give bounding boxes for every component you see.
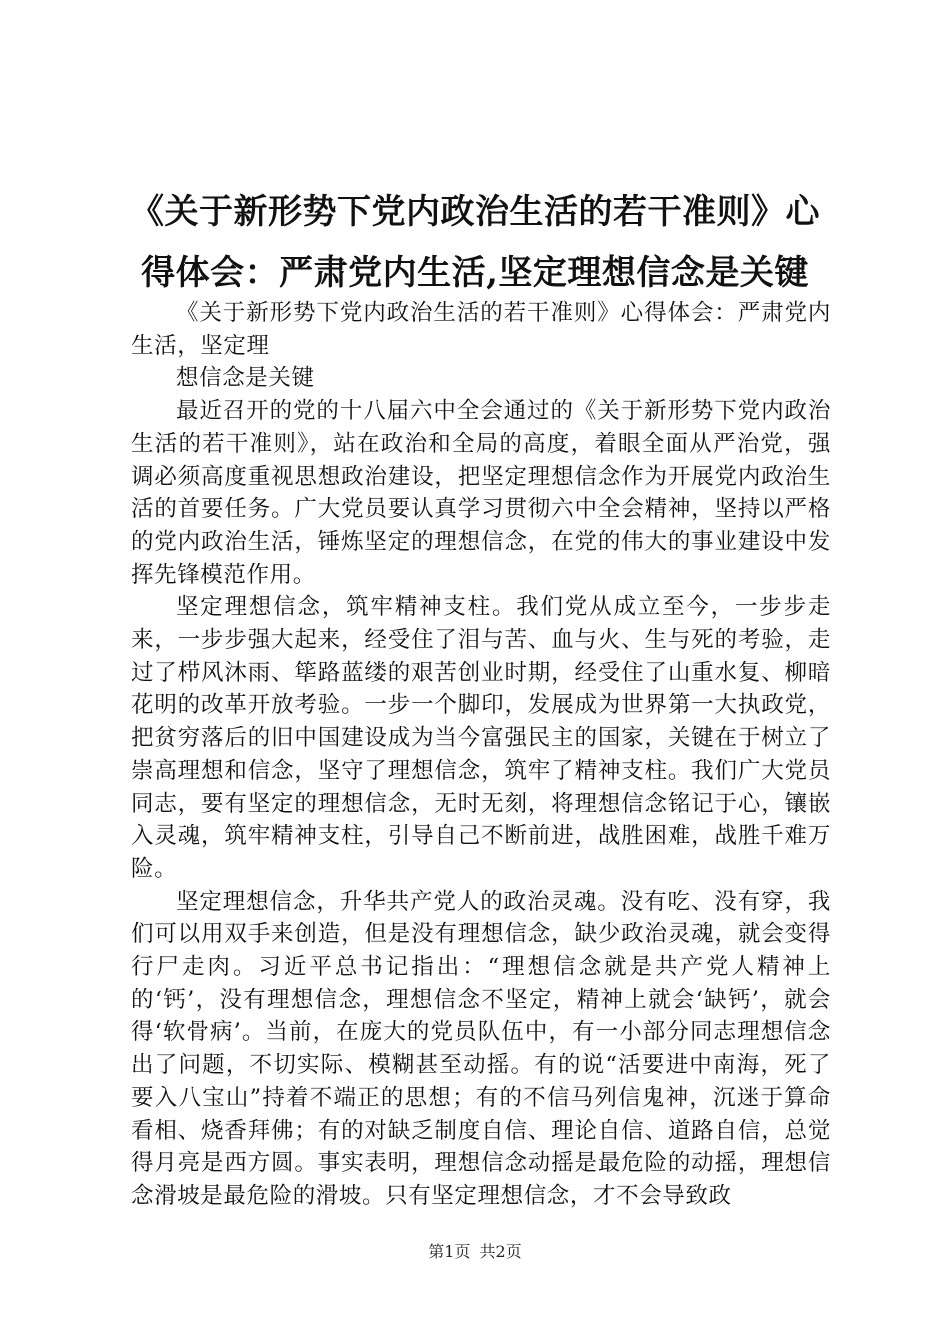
paragraph-spirit-pillar: 坚定理想信念，筑牢精神支柱。我们党从成立至今，一步步走来，一步步强大起来，经受住了泪与苦、血与火、生与死的考验，走过了栉风沐雨、筚路蓝缕的艰苦创业时期，经受住了山重水复、柳暗花明的改革开放考验。一步一个脚印，发展成为世界第一大执政党，把贫穷落后的旧中国建设成为当今富强民主的国家，关键在于树立了崇高理想和信念，坚守了理想信念，筑牢了精神支柱。我们广大党员同志，要有坚定的理想信念，无时无刻，将理想信念铭记于心，镶嵌入灵魂，筑牢精神支柱，引导自己不断前进，战胜困难，战胜千难万险。 <box>131 594 831 882</box>
paragraph-political-soul: 坚定理想信念，升华共产党人的政治灵魂。没有吃、没有穿，我们可以用双手来创造，但是没有理想信念，缺少政治灵魂，就会变得行尸走肉。习近平总书记指出：“理想信念就是共产党人精神上的‘钙’，没有理想信念，理想信念不坚定，精神上就会‘缺钙’，就会得‘软骨病’。当前，在庞大的党员队伍中，有一小部分同志理想信念出了问题，不切实际、模糊甚至动摇。有的说“活要进中南海，死了要入八宝山”持着不端正的思想；有的不信马列信鬼神，沉迷于算命看相、烧香拜佛；有的对缺乏制度自信、理论自信、道路自信，总觉得月亮是西方圆。事实表明，理想信念动摇是最危险的动摇，理想信念滑坡是最危险的滑坡。只有坚定理想信念，才不会导致政 <box>131 888 831 1209</box>
subtitle-line-2: 想信念是关键 <box>176 365 315 392</box>
page-number: 第1页 <box>428 1242 471 1261</box>
page-total: 共2页 <box>479 1242 522 1261</box>
document-title: 《关于新形势下党内政治生活的若干准则》心得体会：严肃党内生活,坚定理想信念是关键 <box>130 192 820 293</box>
page-footer <box>0 1242 950 1262</box>
subtitle-line-1: 《关于新形势下党内政治生活的若干准则》心得体会：严肃党内生活，坚定理 <box>131 300 831 359</box>
paragraph-intro: 最近召开的党的十八届六中全会通过的《关于新形势下党内政治生活的若干准则》，站在政治和全局的高度，着眼全面从严治党，强调必须高度重视思想政治建设，把坚定理想信念作为开展党内政治生活的首要任务。广大党员要认真学习贯彻六中全会精神，坚持以严格的党内政治生活，锤炼坚定的理想信念，在党的伟大的事业建设中发挥先锋模范作用。 <box>131 398 831 588</box>
document-body <box>131 297 831 1213</box>
